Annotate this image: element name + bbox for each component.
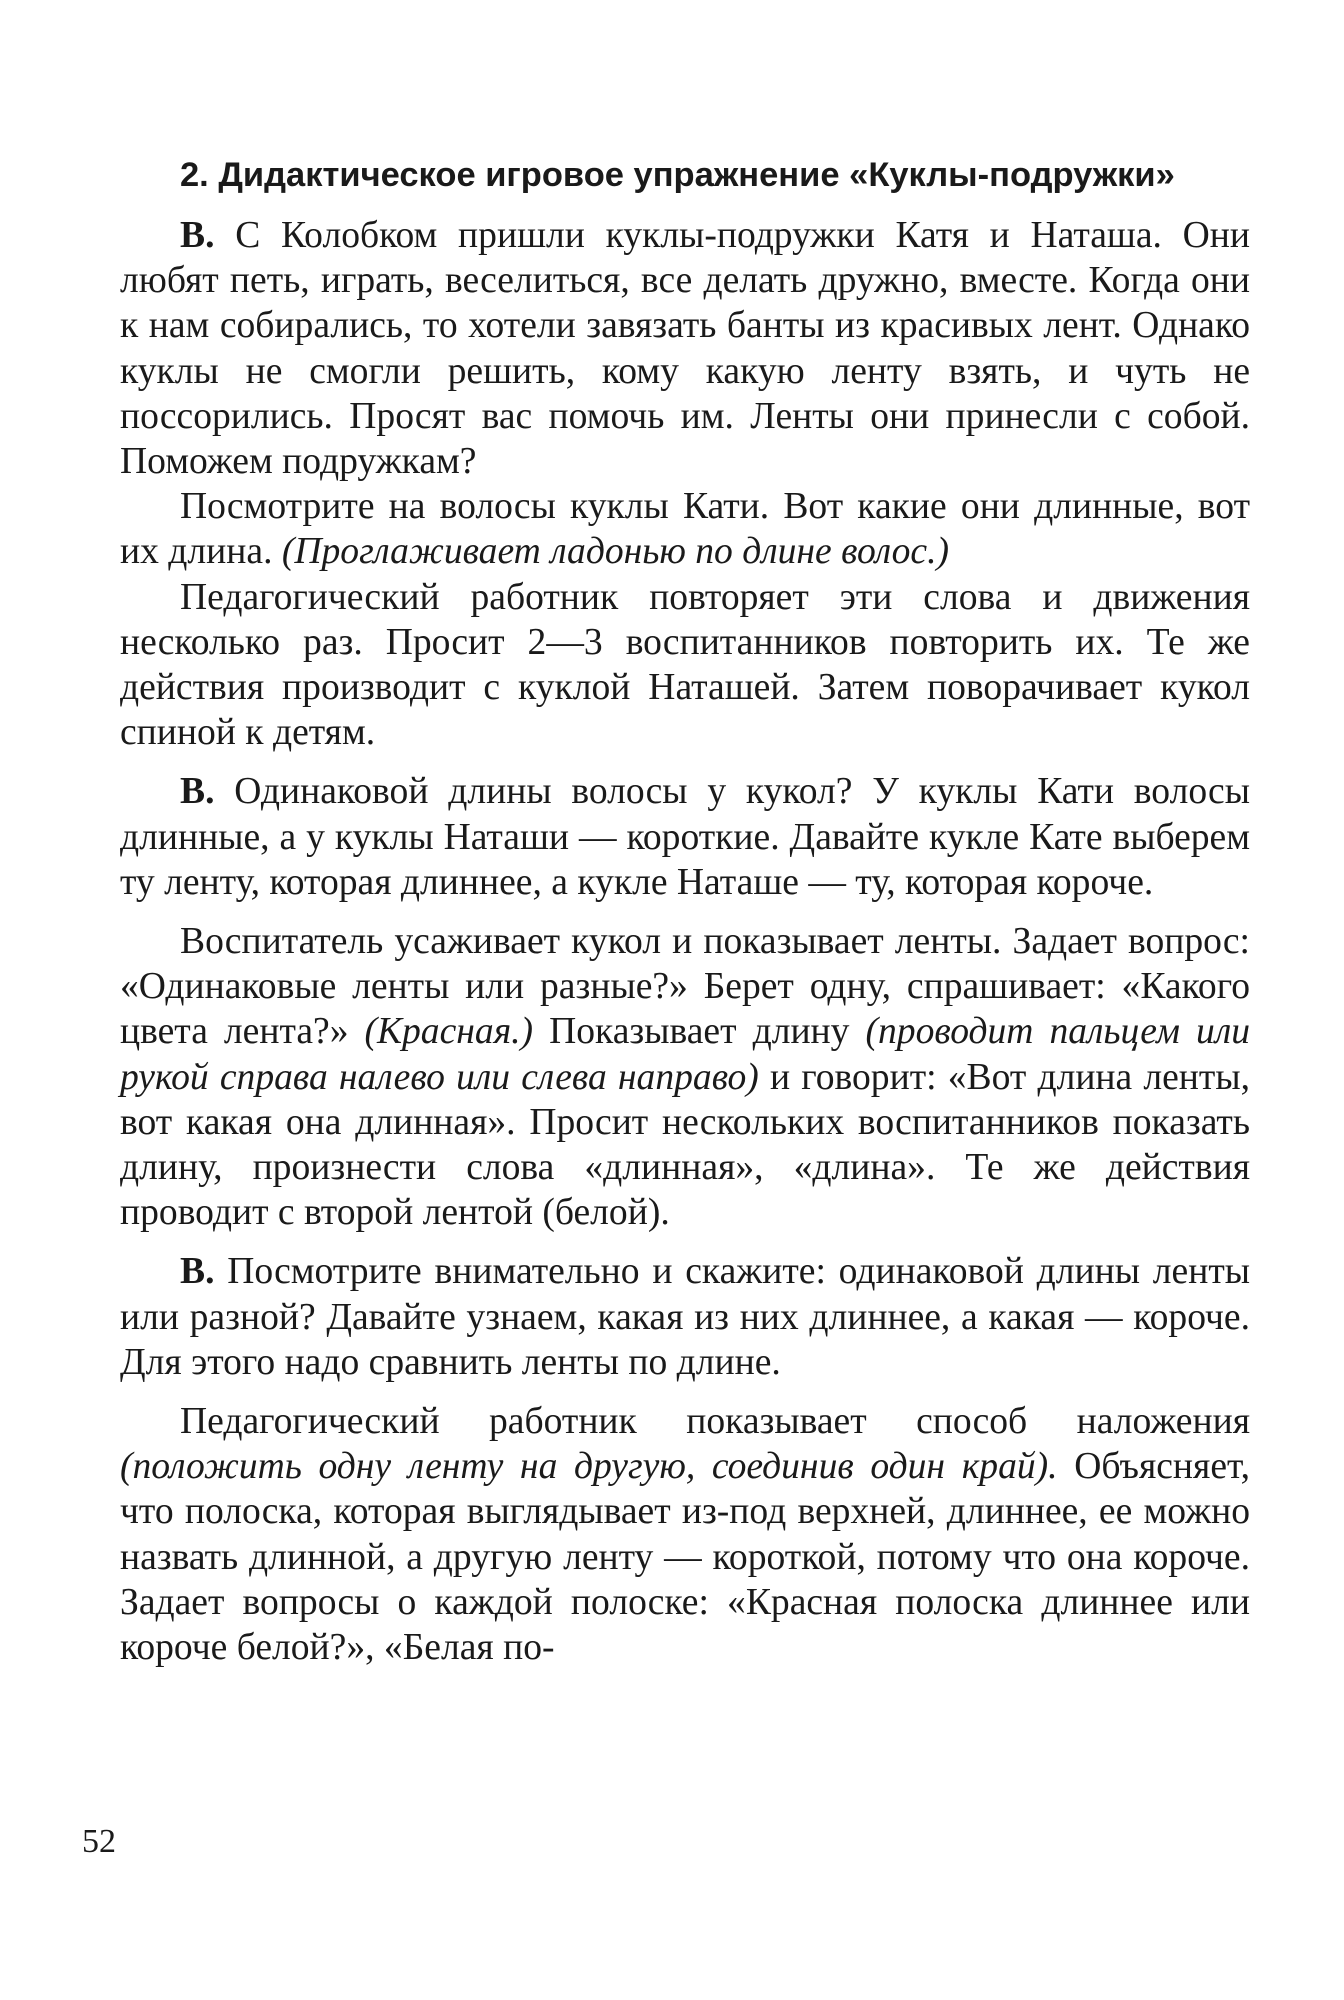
section-heading: 2. Дидактическое игровое упражнение «Куклы-подружки» — [180, 156, 1175, 194]
paragraph — [120, 484, 1250, 574]
stage-direction: (положить одну ленту на другую, соединив один край). — [120, 1446, 1058, 1488]
text-run: Показывает длину — [533, 1011, 866, 1053]
text-run: Объясняет, что полоска, которая выглядывает из-под верхней, длиннее, ее можно назвать длинной, а другую ленту — короткой, потому что она короче. Задает вопросы о каждой полоске: «Красная полоска длиннее или короче белой?», «Белая по- — [120, 1446, 1250, 1669]
text-run: Посмотрите внимательно и скажите: одинаковой длины ленты или разной? Давайте узнаем, какая из них длиннее, а какая — короче. Для этого надо сравнить ленты по длине. — [120, 1251, 1250, 1383]
text-run: Посмотрите на волосы куклы Кати. Вот какие они длинные, вот их длина. — [120, 486, 1250, 573]
speaker-label: В. — [180, 215, 215, 256]
paragraph — [120, 1249, 1250, 1385]
text-run: Педагогический работник показывает способ наложения — [180, 1401, 1250, 1443]
speaker-label: В. — [180, 1251, 215, 1293]
paragraph — [120, 1399, 1250, 1670]
stage-direction: (Проглаживает ладонью по длине волос.) — [281, 531, 950, 573]
stage-direction: (Красная.) — [364, 1011, 534, 1053]
text-run: С Колобком пришли куклы-подружки Катя и Наташа. Они любят петь, играть, веселиться, все делать дружно, вместе. Когда они к нам собирались, то хотели завязать банты из красивых лент. Однако куклы не смогли решить, кому какую ленту взять, и чуть не поссорились. Просят вас помочь им. Ленты они принесли с собой. Поможем подружкам? — [120, 215, 1250, 483]
paragraph — [120, 213, 1250, 484]
paragraph — [120, 919, 1250, 1235]
text-run: и говорит: «Вот длина ленты, вот какая она длинная». Просит нескольких воспитанников показать длину, произнести слова «длинная», «длина». Те же действия проводит с второй лентой (белой). — [120, 1056, 1250, 1234]
text-run: Педагогический работник повторяет эти слова и движения несколько раз. Просит 2—3 воспитанников повторить их. Те же действия производит с куклой Наташей. Затем поворачивает кукол спиной к детям. — [120, 576, 1250, 754]
speaker-label: В. — [180, 771, 215, 813]
paragraph — [120, 575, 1250, 756]
text-run: Воспитатель усаживает кукол и показывает ленты. Задает вопрос: «Одинаковые ленты или разные?» Берет одну, спрашивает: «Какого цвета лента?» — [120, 921, 1250, 1053]
page-content — [120, 150, 1250, 1670]
page-number: 52 — [82, 1823, 116, 1860]
paragraph — [120, 769, 1250, 905]
stage-direction: (проводит пальцем или рукой справа налево или слева направо) — [120, 1011, 1250, 1098]
body-text — [120, 213, 1250, 1670]
text-run: Одинаковой длины волосы у кукол? У куклы Кати волосы длинные, а у куклы Наташи — короткие. Давайте кукле Кате выберем ту ленту, которая длиннее, а кукле Наташе — ту, которая короче. — [120, 771, 1250, 903]
